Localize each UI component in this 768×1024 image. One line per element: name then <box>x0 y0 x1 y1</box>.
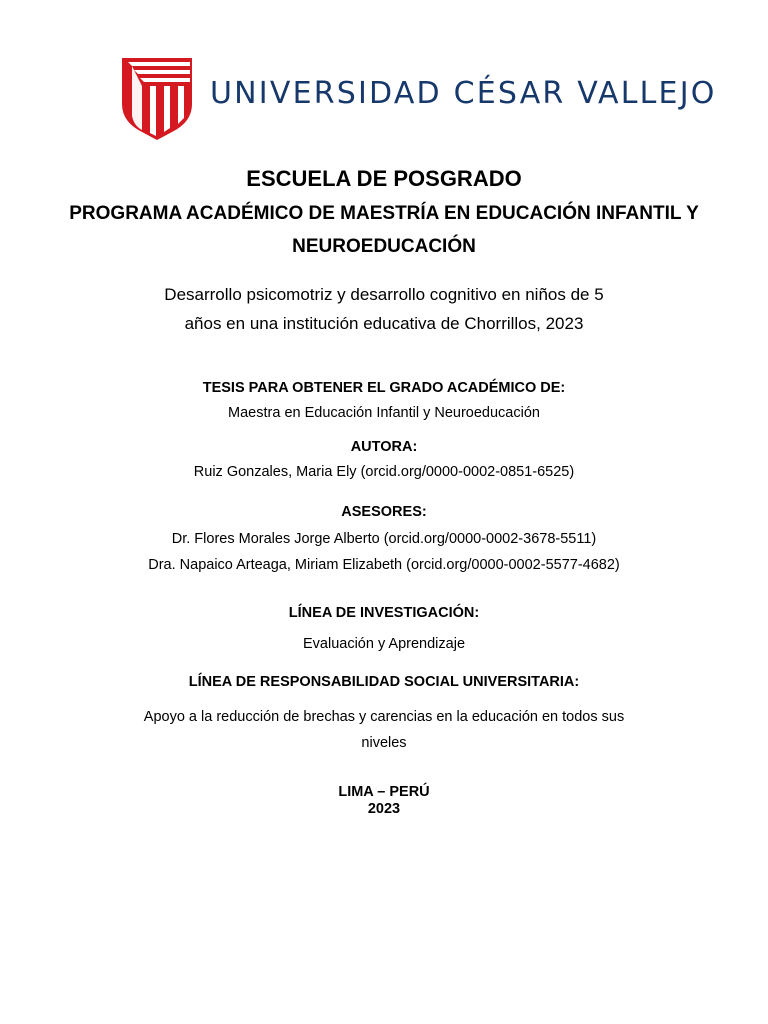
author-value: Ruiz Gonzales, Maria Ely (orcid.org/0000-0002-0851-6525) <box>193 464 575 480</box>
degree-value: Maestra en Educación Infantil y Neuroeducación <box>228 405 540 421</box>
social-responsibility-label: LÍNEA DE RESPONSABILIDAD SOCIAL UNIVERSITARIA: <box>188 674 580 690</box>
degree-label: TESIS PARA OBTENER EL GRADO ACADÉMICO DE: <box>202 380 566 396</box>
school-name: ESCUELA DE POSGRADO <box>246 166 522 191</box>
thesis-title: Desarrollo psicomotriz y desarrollo cognitivo en niños de 5 años en una institución educativa de Chorrillos, 2023 <box>164 285 604 333</box>
advisors-label: ASESORES: <box>341 504 427 520</box>
city: LIMA – PERÚ <box>338 784 430 800</box>
research-line-label: LÍNEA DE INVESTIGACIÓN: <box>288 605 480 621</box>
advisor-item: Dra. Napaico Arteaga, Miriam Elizabeth (orcid.org/0000-0002-5577-4682) <box>148 557 620 573</box>
program-name: PROGRAMA ACADÉMICO DE MAESTRÍA EN EDUCACIÓN INFANTIL Y NEUROEDUCACIÓN <box>69 203 699 257</box>
advisor-item: Dr. Flores Morales Jorge Alberto (orcid.org/0000-0002-3678-5511) <box>171 531 597 547</box>
social-responsibility-value: Apoyo a la reducción de brechas y carencias en la educación en todos sus niveles <box>143 709 625 751</box>
university-shield-logo <box>120 56 194 140</box>
research-line-value: Evaluación y Aprendizaje <box>302 636 466 652</box>
author-label: AUTORA: <box>350 439 418 455</box>
university-header <box>120 56 717 140</box>
year: 2023 <box>367 801 401 817</box>
university-name: UNIVERSIDAD CÉSAR VALLEJO <box>210 76 717 111</box>
